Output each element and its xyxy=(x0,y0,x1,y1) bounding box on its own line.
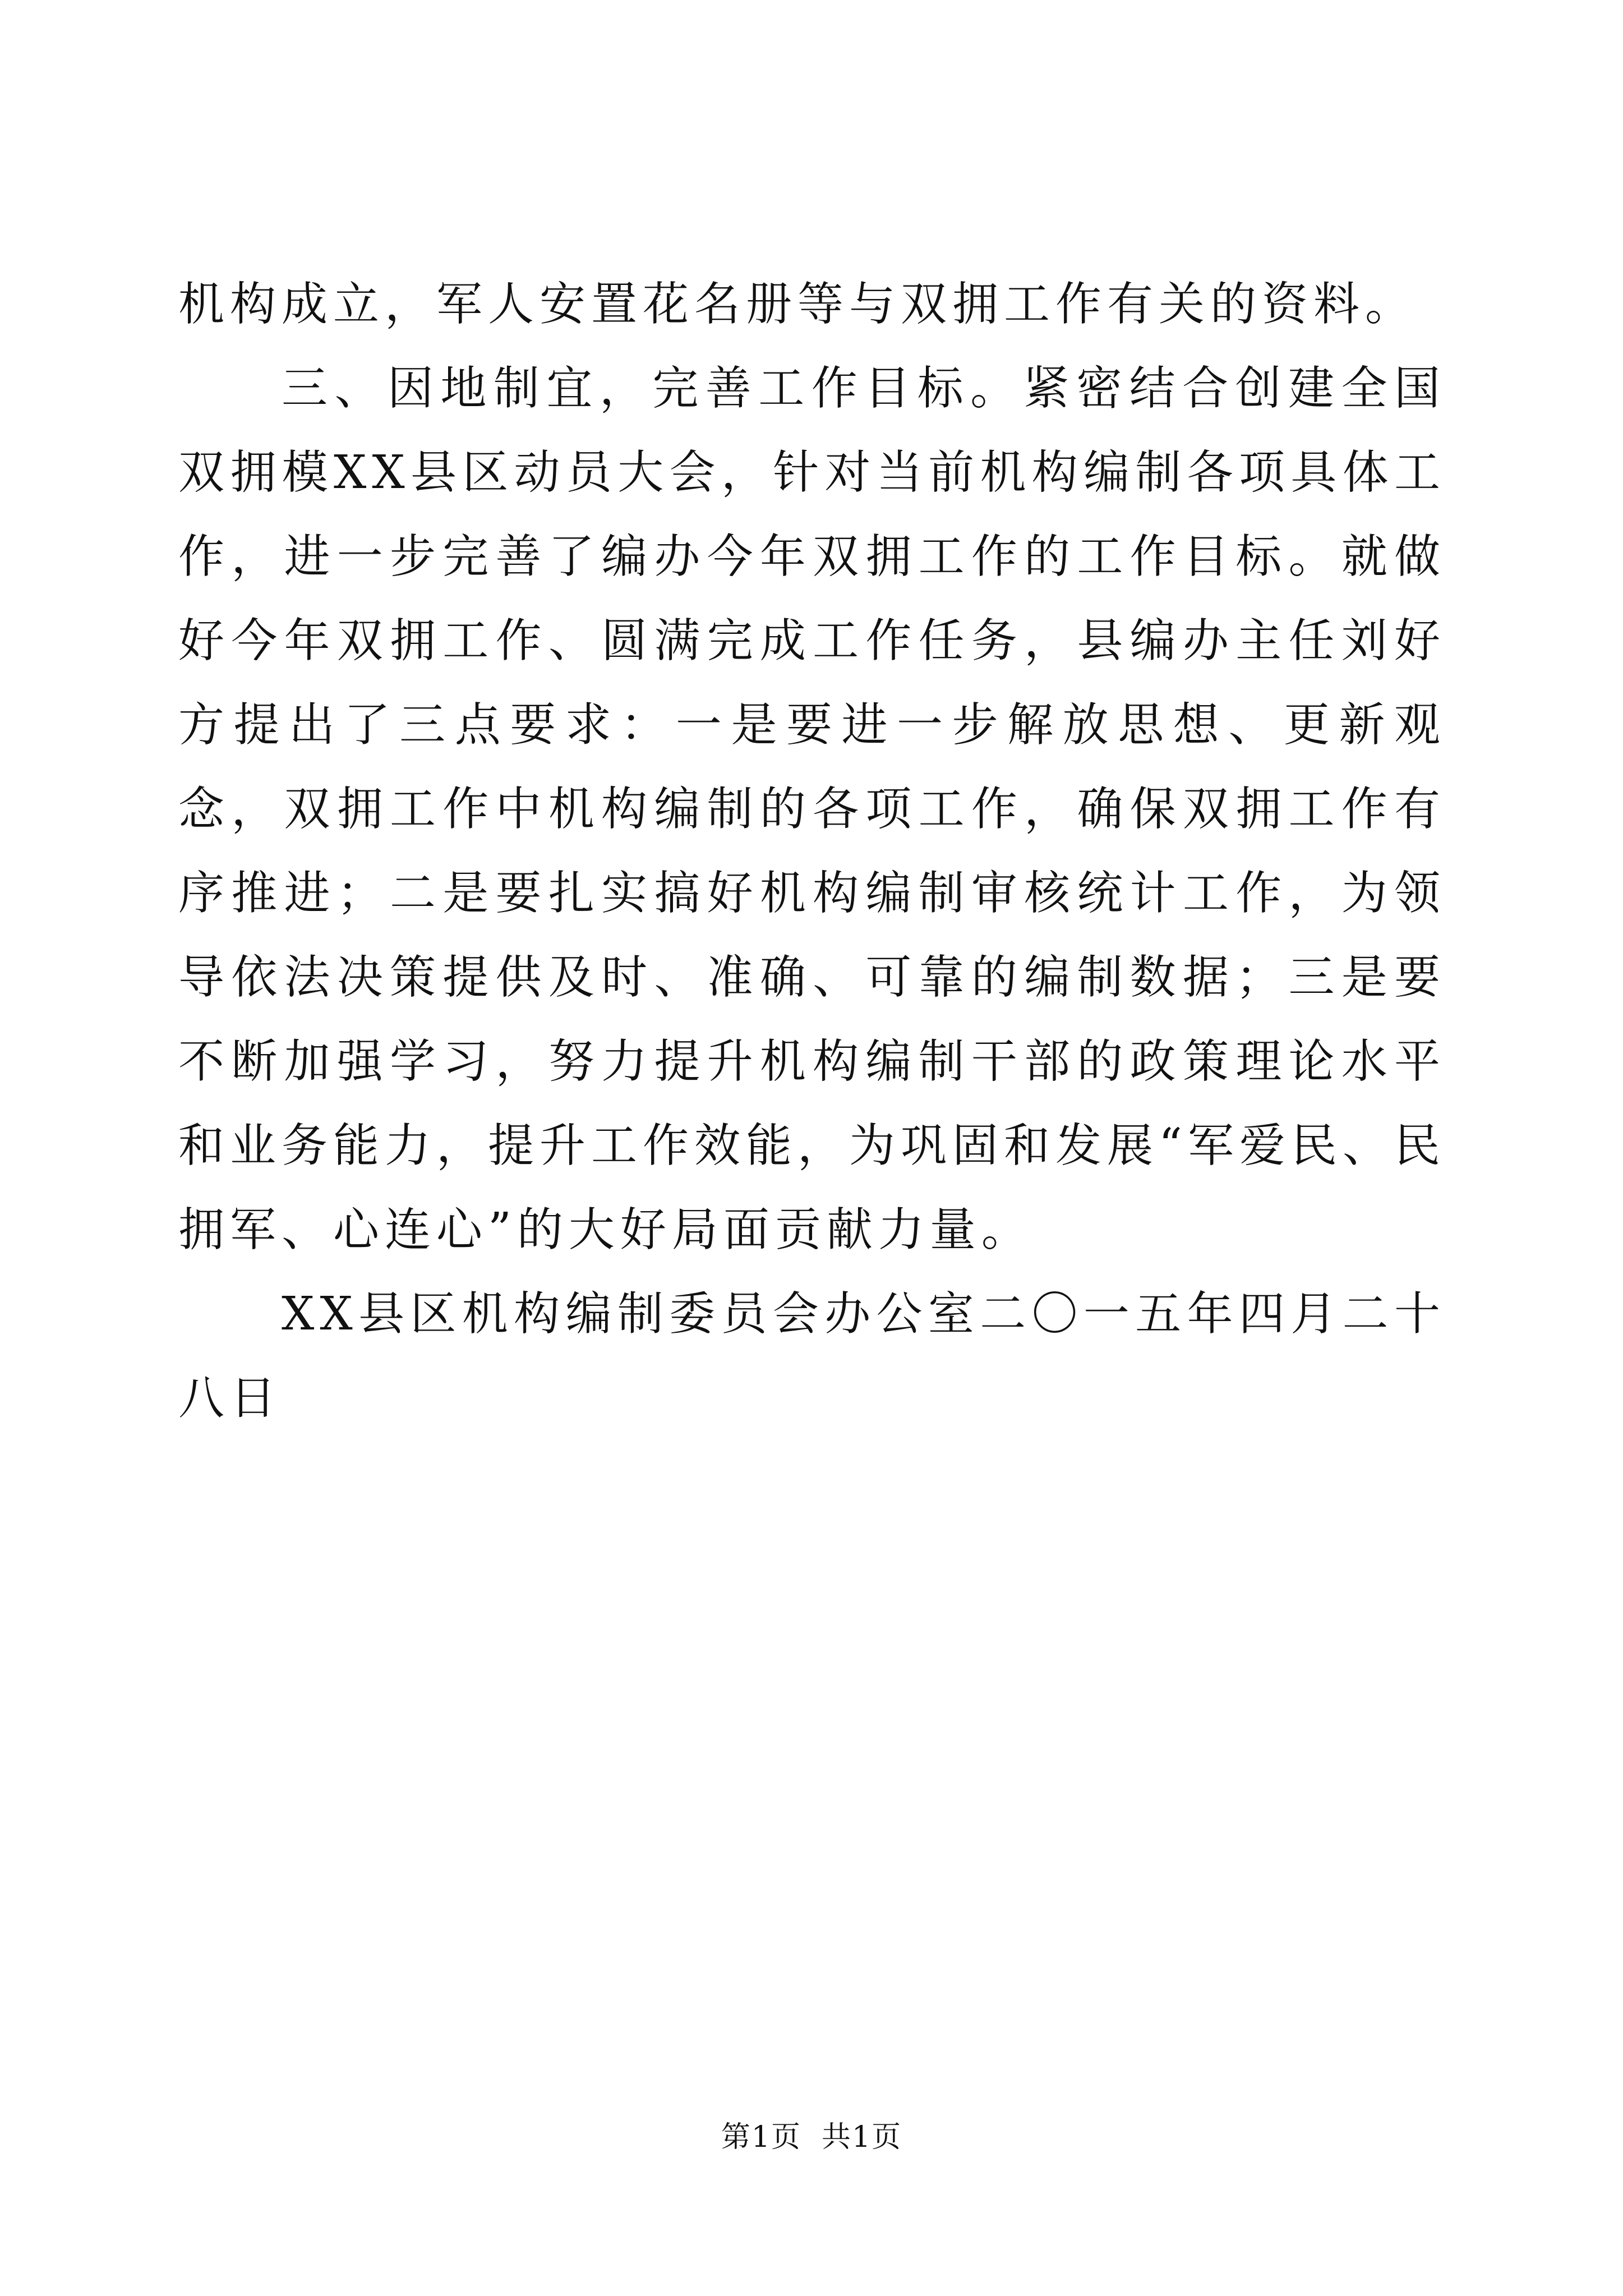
page-footer xyxy=(0,2120,1623,2154)
signature-line: XX县区机构编制委员会办公室二〇一五年四月二十八日 xyxy=(178,1287,1446,1425)
page-number: 第1页 xyxy=(721,2120,801,2154)
paragraph-continuation: 机构成立，军人安置花名册等与双拥工作有关的资料。 xyxy=(178,278,1417,331)
paragraph-work-goals: 三、因地制宜，完善工作目标。紧密结合创建全国双拥模XX县区动员大会，针对当前机构编制各项具体工作，进一步完善了编办今年双拥工作的工作目标。就做好今年双拥工作、圆满完成工作任务，县编办主任刘好方提出了三点要求：一是要进一步解放思想、更新观念，双拥工作中机构编制的各项工作，确保双拥工作有序推进；二是要扎实搞好机构编制审核统计工作，为领导依法决策提供及时、准确、可靠的编制数据；三是要不断加强学习，努力提升机构编制干部的政策理论水平和业务能力，提升工作效能，为巩固和发展“军爱民、民拥军、心连心”的大好局面贡献力量。 xyxy=(178,362,1446,1257)
page-total: 共1页 xyxy=(822,2120,902,2154)
document-body xyxy=(178,263,1446,1441)
